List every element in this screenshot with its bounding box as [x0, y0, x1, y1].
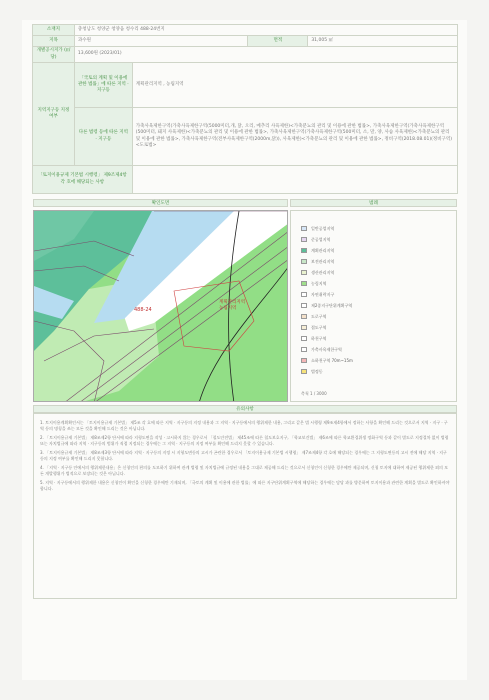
legend-swatch [301, 226, 307, 231]
legend-item [301, 258, 334, 265]
law2-value: 가축사육제한구역(가축사육제한구역(5000미터,개, 닭, 오리, 메추리 사육제한)<가축분뇨의 관리 및 이용에 관한 법률>, 가축사육제한구역(가축사육제한구역(500미터, 돼지 사육제한)<가축분뇨의 관리 및 이용에 관한 법률>, 가축사육제한구역(가축사육제한구역(500미터, 소, 말, 양, 사슴 사육제한)<가축분뇨의 관리 및 이용에 관한 법률>, 가축사육제한구역(전부사육제한구역(2000m,닭)), 사육제한)<가축분뇨의 관리 및 이용에 관한 법률>, 정비구역(2018.08.01)(정비구역)<도로법> [132, 108, 457, 166]
address-label: 소재지 [33, 25, 75, 36]
legend-item [301, 357, 353, 364]
map-title: 확인도면 [33, 199, 288, 207]
legend-item [301, 324, 326, 331]
price-value: 13,600원 (2023/01) [74, 47, 457, 63]
legend-item [301, 247, 334, 254]
legend-swatch [301, 314, 307, 319]
legend-swatch [301, 358, 307, 363]
legend-swatch [301, 281, 307, 286]
legend-item [301, 302, 352, 309]
legend-swatch [301, 270, 307, 275]
legend-item [301, 225, 334, 232]
legend-item [301, 346, 342, 353]
legend-label: 자연취락지구 [311, 291, 335, 297]
legend-label: 제2종지구단위계획구역 [311, 302, 353, 308]
legend-item [301, 236, 330, 243]
legend-panel [290, 210, 457, 402]
legend-label: 계획관리지역 [311, 247, 335, 253]
jimok-value: 과수원 [74, 36, 248, 47]
legend-swatch [301, 336, 307, 341]
legend-label: 접도구역 [311, 324, 327, 330]
map-scale: 축척 1 / 3000 [301, 391, 327, 396]
law2-label: 다른 법령 등에 따른 지역 · 지구등 [74, 108, 132, 166]
legend-label: 소하천구역 70m~15m [311, 357, 353, 363]
legend-label: 보전관리지역 [311, 258, 335, 264]
zone-label-agri: 농림지역 [219, 306, 237, 311]
legend-label: 도로구역 [311, 313, 327, 319]
law1-label: 「국토의 계획 및 이용에 관한 법률」에 따른 지역 · 지구등 [74, 63, 132, 108]
legend-label: 법정동 [311, 368, 323, 374]
site-map [33, 210, 288, 402]
legend-label: 생산관리지역 [311, 269, 335, 275]
notes-panel [33, 413, 457, 599]
map-graphic [34, 211, 288, 402]
legend-swatch [301, 325, 307, 330]
legend-item [301, 368, 323, 375]
legend-label: 가축사육제한구역 [311, 346, 342, 352]
legend-swatch [301, 259, 307, 264]
parcel-number-label: 488-24 [134, 307, 152, 313]
address-value: 충청남도 청양군 청양읍 청수리 488-24번지 [74, 25, 457, 36]
area-value: 31,005 ㎡ [308, 36, 458, 47]
area-label: 면적 [248, 36, 308, 47]
note-item: 2. 「토지이용규제 기본법」 제8조제2항 단서에 따라 지형도면을 작성 · 고시하지 않는 경우로서 「철도안전법」 제45조에 따른 철도보호지구, 「학교보건법」 제6조에 따른 학교환경위생 정화구역 등과 같이 별도로 지정절차 없이 법령 또는 자치법규에 따라 지역 · 지구등의 범위가 직접 지정되는 경우에는 그 지역 · 지구등의 지정 여부를 확인해 드리지 못할 수 있습니다. [40, 435, 449, 446]
legend-item [301, 269, 334, 276]
legend-item [301, 335, 326, 342]
note-item: 1. 토지이용계획확인서는 「토지이용규제 기본법」 제5조 각 호에 따른 지역 · 지구등의 지정 내용과 그 지역 · 지구등에서의 행위제한 내용, 그리고 같은 법 시행령 제9조제4항에서 정하는 사항을 확인해 드리는 것으로서 지역 · 지구 · 구역 등의 명칭을 쓰는 모든 것을 확인해 드리는 것은 아닙니다. [40, 420, 448, 431]
extra-label: 「토지이용규제 기본법 시행령」 제9조제4항 각 호에 해당되는 사항 [33, 166, 133, 194]
legend-swatch [301, 248, 307, 253]
legend-label: 하천구역 [311, 335, 327, 341]
legend-label: 농림지역 [311, 280, 327, 286]
legend-swatch [301, 292, 307, 297]
price-label: 개별공시지가 (㎡당) [33, 47, 75, 63]
note-item: 4. 「지역 · 지구등 안에서의 행위제한내용」은 신청인의 편의를 도모하기 위하여 관계 법령 및 자치법규에 규정된 내용을 그대로 제공해 드리는 것으로서 신청인이 신청한 경우에만 제공되며, 신청 토지에 대하여 제공된 행위제한 외의 모든 개발행위가 법적으로 보장되는 것은 아닙니다. [40, 465, 448, 476]
note-item: 5. 지역 · 지구등에서의 행위제한 내용은 신청인이 확인을 신청한 경우에만 기재되며, 「국토의 계획 및 이용에 관한 법률」에 따른 지구단위계획구역에 해당하는 경우에는 담당 과를 방문하여 토지이용과 관련한 계획을 별도로 확인하셔야 합니다. [40, 480, 450, 491]
notes-title: 유의사항 [33, 405, 457, 413]
jimok-label: 지목 [33, 36, 75, 47]
zoning-section-label: 지역지구등 지정여부 [33, 63, 75, 166]
info-table [32, 24, 458, 194]
legend-title: 범례 [290, 199, 457, 207]
legend-item [301, 280, 326, 287]
extra-value [132, 166, 457, 194]
zone-label-planned: 계획관리지역 [219, 300, 246, 305]
legend-item [301, 313, 326, 320]
legend-label: 일반공업지역 [311, 225, 335, 231]
note-item: 3. 「토지이용규제 기본법」 제8조제3항 단서에 따라 지역 · 지구등의 지정 시 지형도면등의 고시가 곤란한 경우로서 「토지이용규제 기본법 시행령」 제7조제4항 각 호에 해당되는 경우에는 그 지형도면등의 고시 전에 해당 지역 · 지구등의 지정 여부를 확인해 드리지 못합니다. [40, 450, 447, 461]
legend-swatch [301, 237, 307, 242]
legend-swatch [301, 347, 307, 352]
legend-swatch [301, 369, 307, 374]
legend-swatch [301, 303, 307, 308]
legend-item [301, 291, 334, 298]
law1-value: 계획관리지역 , 농림지역 [132, 63, 457, 108]
legend-label: 준공업지역 [311, 236, 331, 242]
